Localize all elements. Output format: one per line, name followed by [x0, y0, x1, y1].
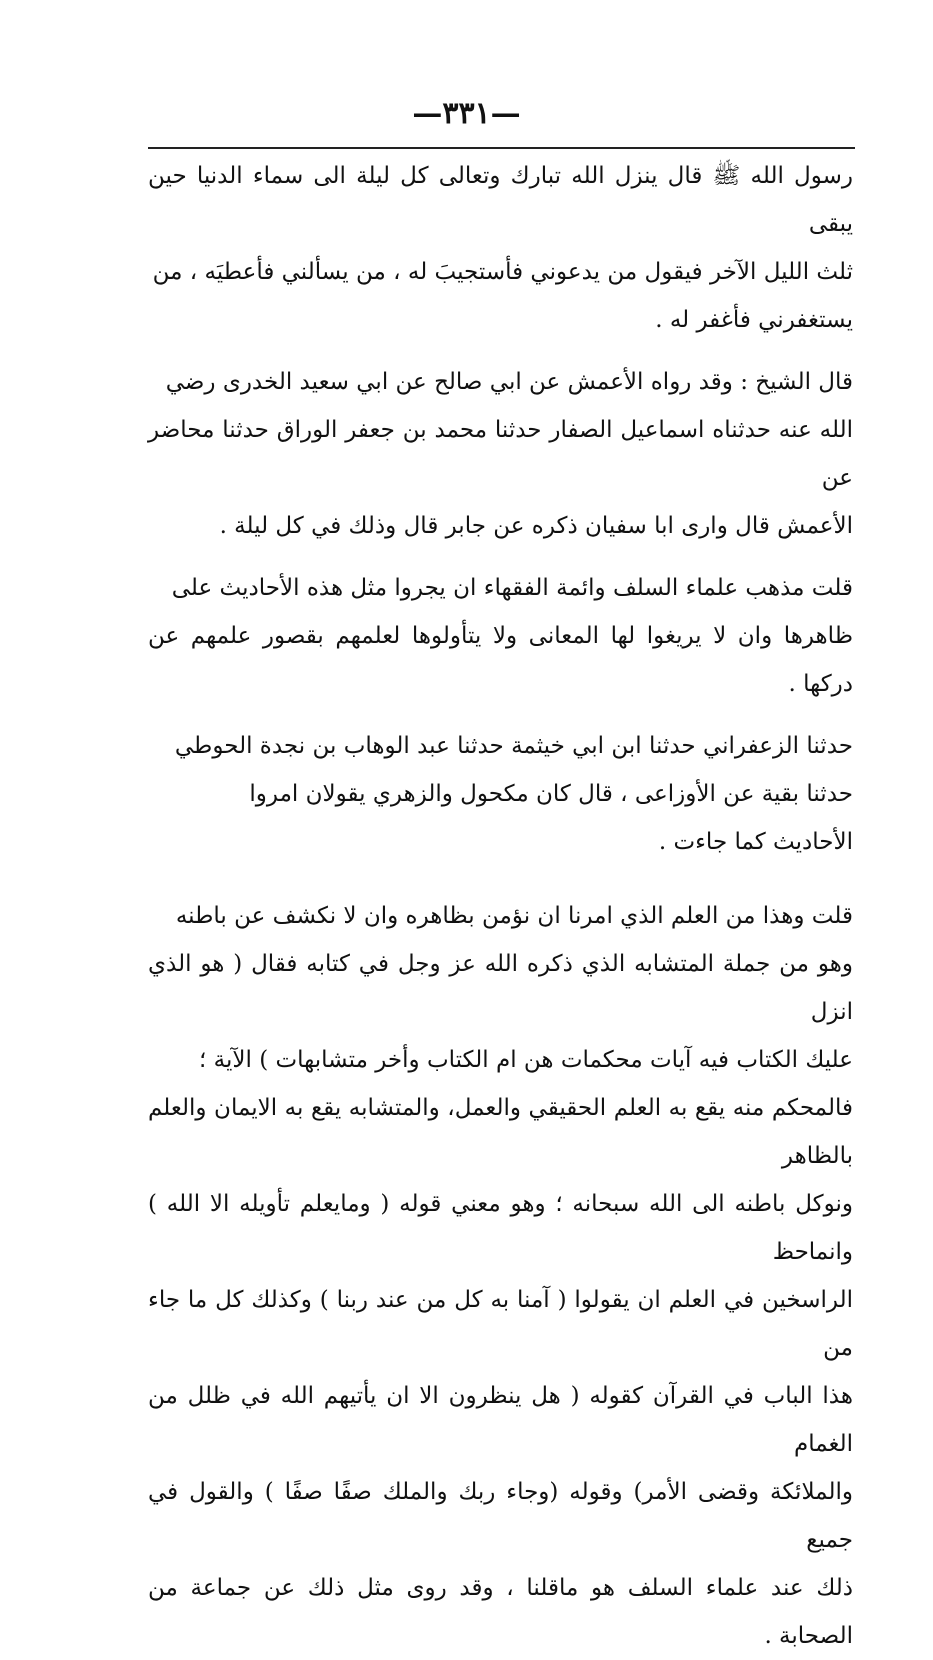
text-line: الأحاديث كما جاءت .	[658, 829, 853, 855]
text-line: ثلث الليل الآخر فيقول من يدعوني فأستجيبَ له ، من يسألني فأعطيَه ، من	[152, 259, 853, 285]
text-line: والملائكة وقضى الأمر) وقوله (وجاء ربك والملك صفًا صفًا ) والقول في جميع	[148, 1479, 853, 1553]
text-line: الله عنه حدثناه اسماعيل الصفار حدثنا محمد بن جعفر الوراق حدثنا محاضر عن	[148, 417, 853, 491]
text-line: وهو من جملة المتشابه الذي ذكره الله عز وجل في كتابه فقال ( هو الذي انزل	[148, 951, 853, 1025]
body-text	[148, 152, 853, 1660]
text-line: ذلك عند علماء السلف هو ماقلنا ، وقد روى مثل ذلك عن جماعة من الصحابة .	[148, 1575, 853, 1649]
header-rule	[148, 147, 855, 149]
text-line: ظاهرها وان لا يريغوا لها المعانى ولا يتأولوها لعلمهم بقصور علمهم عن دركها .	[148, 623, 853, 697]
paragraph-salaf-method	[148, 564, 853, 708]
paragraph-hadith-nuzul	[148, 152, 853, 344]
paragraph-mutashabih	[148, 892, 853, 1660]
text-line: عليك الكتاب فيه آيات محكمات هن ام الكتاب وأخر متشابهات ) الآية ؛	[199, 1047, 853, 1073]
paragraph-sheikh-narration	[148, 358, 853, 550]
text-line: فالمحكم منه يقع به العلم الحقيقي والعمل، والمتشابه يقع به الايمان والعلم بالظاهر	[148, 1095, 853, 1169]
text-line: حدثنا بقية عن الأوزاعى ، قال كان مكحول والزهري يقولان امروا	[249, 781, 853, 807]
paragraph-zaafarani-narration	[148, 722, 853, 866]
page-number: —٣٣١—	[412, 96, 521, 131]
text-line: قلت وهذا من العلم الذي امرنا ان نؤمن بظاهره وان لا نكشف عن باطنه	[175, 903, 853, 929]
text-line: ونوكل باطنه الى الله سبحانه ؛ وهو معني قوله ( ومايعلم تأويله الا الله ) وانماحظ	[148, 1191, 853, 1265]
text-line: الأعمش قال وارى ابا سفيان ذكره عن جابر قال وذلك في كل ليلة .	[219, 513, 853, 539]
text-line: هذا الباب في القرآن كقوله ( هل ينظرون الا ان يأتيهم الله في ظلل من الغمام	[148, 1383, 853, 1457]
text-line: حدثنا الزعفراني حدثنا ابن ابي خيثمة حدثنا عبد الوهاب بن نجدة الحوطي	[174, 733, 853, 759]
text-line: الراسخين في العلم ان يقولوا ( آمنا به كل من عند ربنا ) وكذلك كل ما جاء من	[148, 1287, 853, 1361]
text-line: قلت مذهب علماء السلف وائمة الفقهاء ان يجروا مثل هذه الأحاديث على	[171, 575, 853, 601]
text-line: قال الشيخ : وقد رواه الأعمش عن ابي صالح عن ابي سعيد الخدرى رضي	[165, 369, 853, 395]
text-line: يستغفرني فأغفر له .	[655, 307, 853, 333]
text-line: رسول الله ﷺ قال ينزل الله تبارك وتعالى كل ليلة الى سماء الدنيا حين يبقى	[148, 163, 853, 237]
